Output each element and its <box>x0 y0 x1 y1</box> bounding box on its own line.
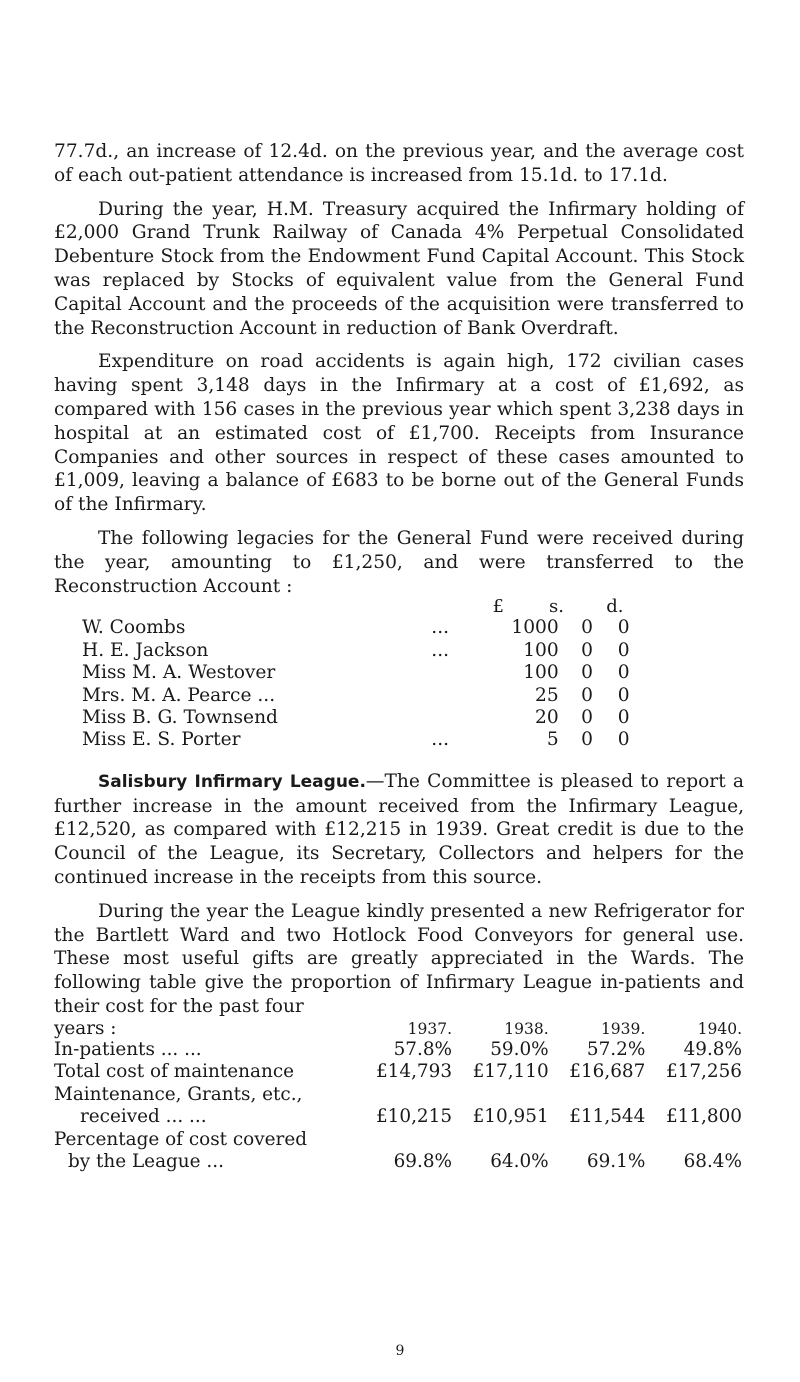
row-label: by the League ... <box>68 1151 224 1173</box>
pounds-header: £ <box>492 596 504 618</box>
table-cell: £14,793 <box>375 1061 453 1083</box>
paragraph-league-intro <box>54 770 744 890</box>
legacy-pence: 0 <box>617 662 630 684</box>
legacy-pounds: 5 <box>546 729 559 751</box>
legacy-name: Mrs. M. A. Pearce ... <box>82 684 276 706</box>
table-cell <box>456 1084 553 1107</box>
legacy-shillings: 0 <box>581 706 593 728</box>
table-cell <box>359 1084 456 1107</box>
table-row <box>82 685 642 707</box>
table-cell: 59.0% <box>490 1038 549 1060</box>
table-cell: 69.8% <box>393 1151 453 1173</box>
paragraph-road-accidents: Expenditure on road accidents is again high, 172 civilian cases having spent 3,148 days in the Infirmary at a cost of £1,692, as compared with 156 cases in the previous year which spent 3,238 days in hospital at an estimated cost of £1,700. Receipts from Insurance Companies and other sources in respect of these cases amounted to £1,009, leaving a balance of £683 to be borne out of the General Funds of the Infirmary. <box>54 351 744 516</box>
table-cell: £10,215 <box>375 1106 453 1128</box>
legacy-pounds: 20 <box>535 706 559 728</box>
table-cell <box>553 1129 650 1152</box>
row-label: In-patients ... ... <box>54 1038 202 1060</box>
legacy-name: Miss B. G. Townsend <box>82 706 278 728</box>
table-cell <box>649 1129 746 1152</box>
table-row <box>54 1151 746 1174</box>
table-row: H. E. Jackson ... 100 0 0 <box>82 640 642 662</box>
table-row <box>82 707 642 729</box>
year-header: 1939. <box>600 1019 646 1038</box>
row-label: received ... ... <box>80 1106 207 1128</box>
table-cell: £10,951 <box>472 1106 549 1128</box>
paragraph-legacies: The following legacies for the General Fund were received during the year, amounting to £1,250, and were transferred to the Reconstruction Account : <box>54 527 744 597</box>
legacy-pounds: 1000 <box>511 617 559 639</box>
legacy-pence: 0 <box>617 729 630 751</box>
table-cell: 57.2% <box>586 1038 646 1060</box>
table-cell: £17,256 <box>665 1061 742 1083</box>
table-row: W. Coombs ... 1000 0 0 <box>82 617 642 639</box>
table-cell: 49.8% <box>683 1038 742 1060</box>
pence-header: d. <box>606 596 624 618</box>
legacy-currency-header <box>469 596 644 617</box>
page-number: 9 <box>395 1343 405 1359</box>
legacy-name: H. E. Jackson <box>82 639 209 661</box>
table-cell: 64.0% <box>490 1151 549 1173</box>
table-row <box>54 1061 746 1084</box>
table-cell <box>359 1129 456 1152</box>
table-cell: £11,544 <box>569 1106 646 1128</box>
legacy-pence: 0 <box>617 684 630 706</box>
row-label: Percentage of cost covered <box>54 1128 307 1150</box>
table-cell: 57.8% <box>393 1038 453 1060</box>
table-cell: £17,110 <box>472 1061 549 1083</box>
legacy-pounds: 100 <box>523 662 559 684</box>
paragraph-outpatient-cost: 77.7d., an increase of 12.4d. on the previous year, and the average cost of each out-patient attendance is increased from 15.1d. to 17.1d. <box>54 141 744 186</box>
legacy-name: Miss M. A. Westover <box>82 662 276 684</box>
year-header: 1940. <box>697 1019 742 1038</box>
league-stats-table <box>54 1019 746 1174</box>
shillings-header: s. <box>549 596 564 618</box>
legacy-shillings: 0 <box>581 684 593 706</box>
legacies-table <box>82 617 642 751</box>
table-cell: £16,687 <box>569 1061 646 1083</box>
table-cell <box>456 1129 553 1152</box>
year-header: 1938. <box>504 1019 549 1038</box>
table-row <box>82 662 642 684</box>
document-page <box>54 140 744 1174</box>
legacy-shillings: 0 <box>581 662 593 684</box>
legacy-pounds: 25 <box>535 684 559 706</box>
paragraph-treasury-stock: During the year, H.M. Treasury acquired the Infirmary holding of £2,000 Grand Trunk Railway of Canada 4% Perpetual Consolidated Debenture Stock from the Endowment Fund Capital Account. This Stock was replaced by Stocks of equivalent value from the General Fund Capital Account and the proceeds of the acquisition were transferred to the Reconstruction Account in reduction of Bank Overdraft. <box>54 198 744 339</box>
table-cell: 69.1% <box>586 1151 646 1173</box>
paragraph-league-gifts: During the year the League kindly presented a new Refrigerator for the Bartlett Ward and two Hotlock Food Conveyors for general use. These most useful gifts are greatly appreciated in the Wards. The following table give the proportion of Infirmary League in-patients and their cost for the past four <box>54 900 744 1017</box>
legacy-name: W. Coombs <box>82 617 186 639</box>
table-cell <box>649 1084 746 1107</box>
section-heading-league: Salisbury Infirmary League. <box>98 771 366 792</box>
table-header-row <box>54 1019 746 1039</box>
table-row <box>54 1084 746 1107</box>
legacy-pounds: 100 <box>523 639 559 661</box>
table-cell: 68.4% <box>683 1151 742 1173</box>
legacy-pence: 0 <box>617 639 630 661</box>
legacy-shillings: 0 <box>581 617 593 639</box>
table-cell <box>553 1084 650 1107</box>
table-row <box>54 1106 746 1129</box>
legacy-shillings: 0 <box>581 729 593 751</box>
league-intro-text: —The Committee is pleased to report a further increase in the amount received from the Infirmary League, £12,520, as compared with £12,215 in 1939. Great credit is due to the Council of the League, its Secretary, Collectors and helpers for the continued increase in the receipts from this source. <box>54 770 745 888</box>
legacy-shillings: 0 <box>581 639 593 661</box>
legacy-pence: 0 <box>617 706 630 728</box>
legacy-pence: 0 <box>617 617 630 639</box>
table-cell: £11,800 <box>665 1106 742 1128</box>
row-label: Total cost of maintenance <box>54 1061 295 1083</box>
years-label: years : <box>54 1017 117 1039</box>
legacy-name: Miss E. S. Porter <box>82 729 241 751</box>
table-row <box>54 1129 746 1152</box>
year-header: 1937. <box>407 1019 453 1038</box>
table-row <box>54 1039 746 1062</box>
row-label: Maintenance, Grants, etc., <box>54 1083 303 1105</box>
table-row: Miss E. S. Porter ... 5 0 0 <box>82 729 642 751</box>
